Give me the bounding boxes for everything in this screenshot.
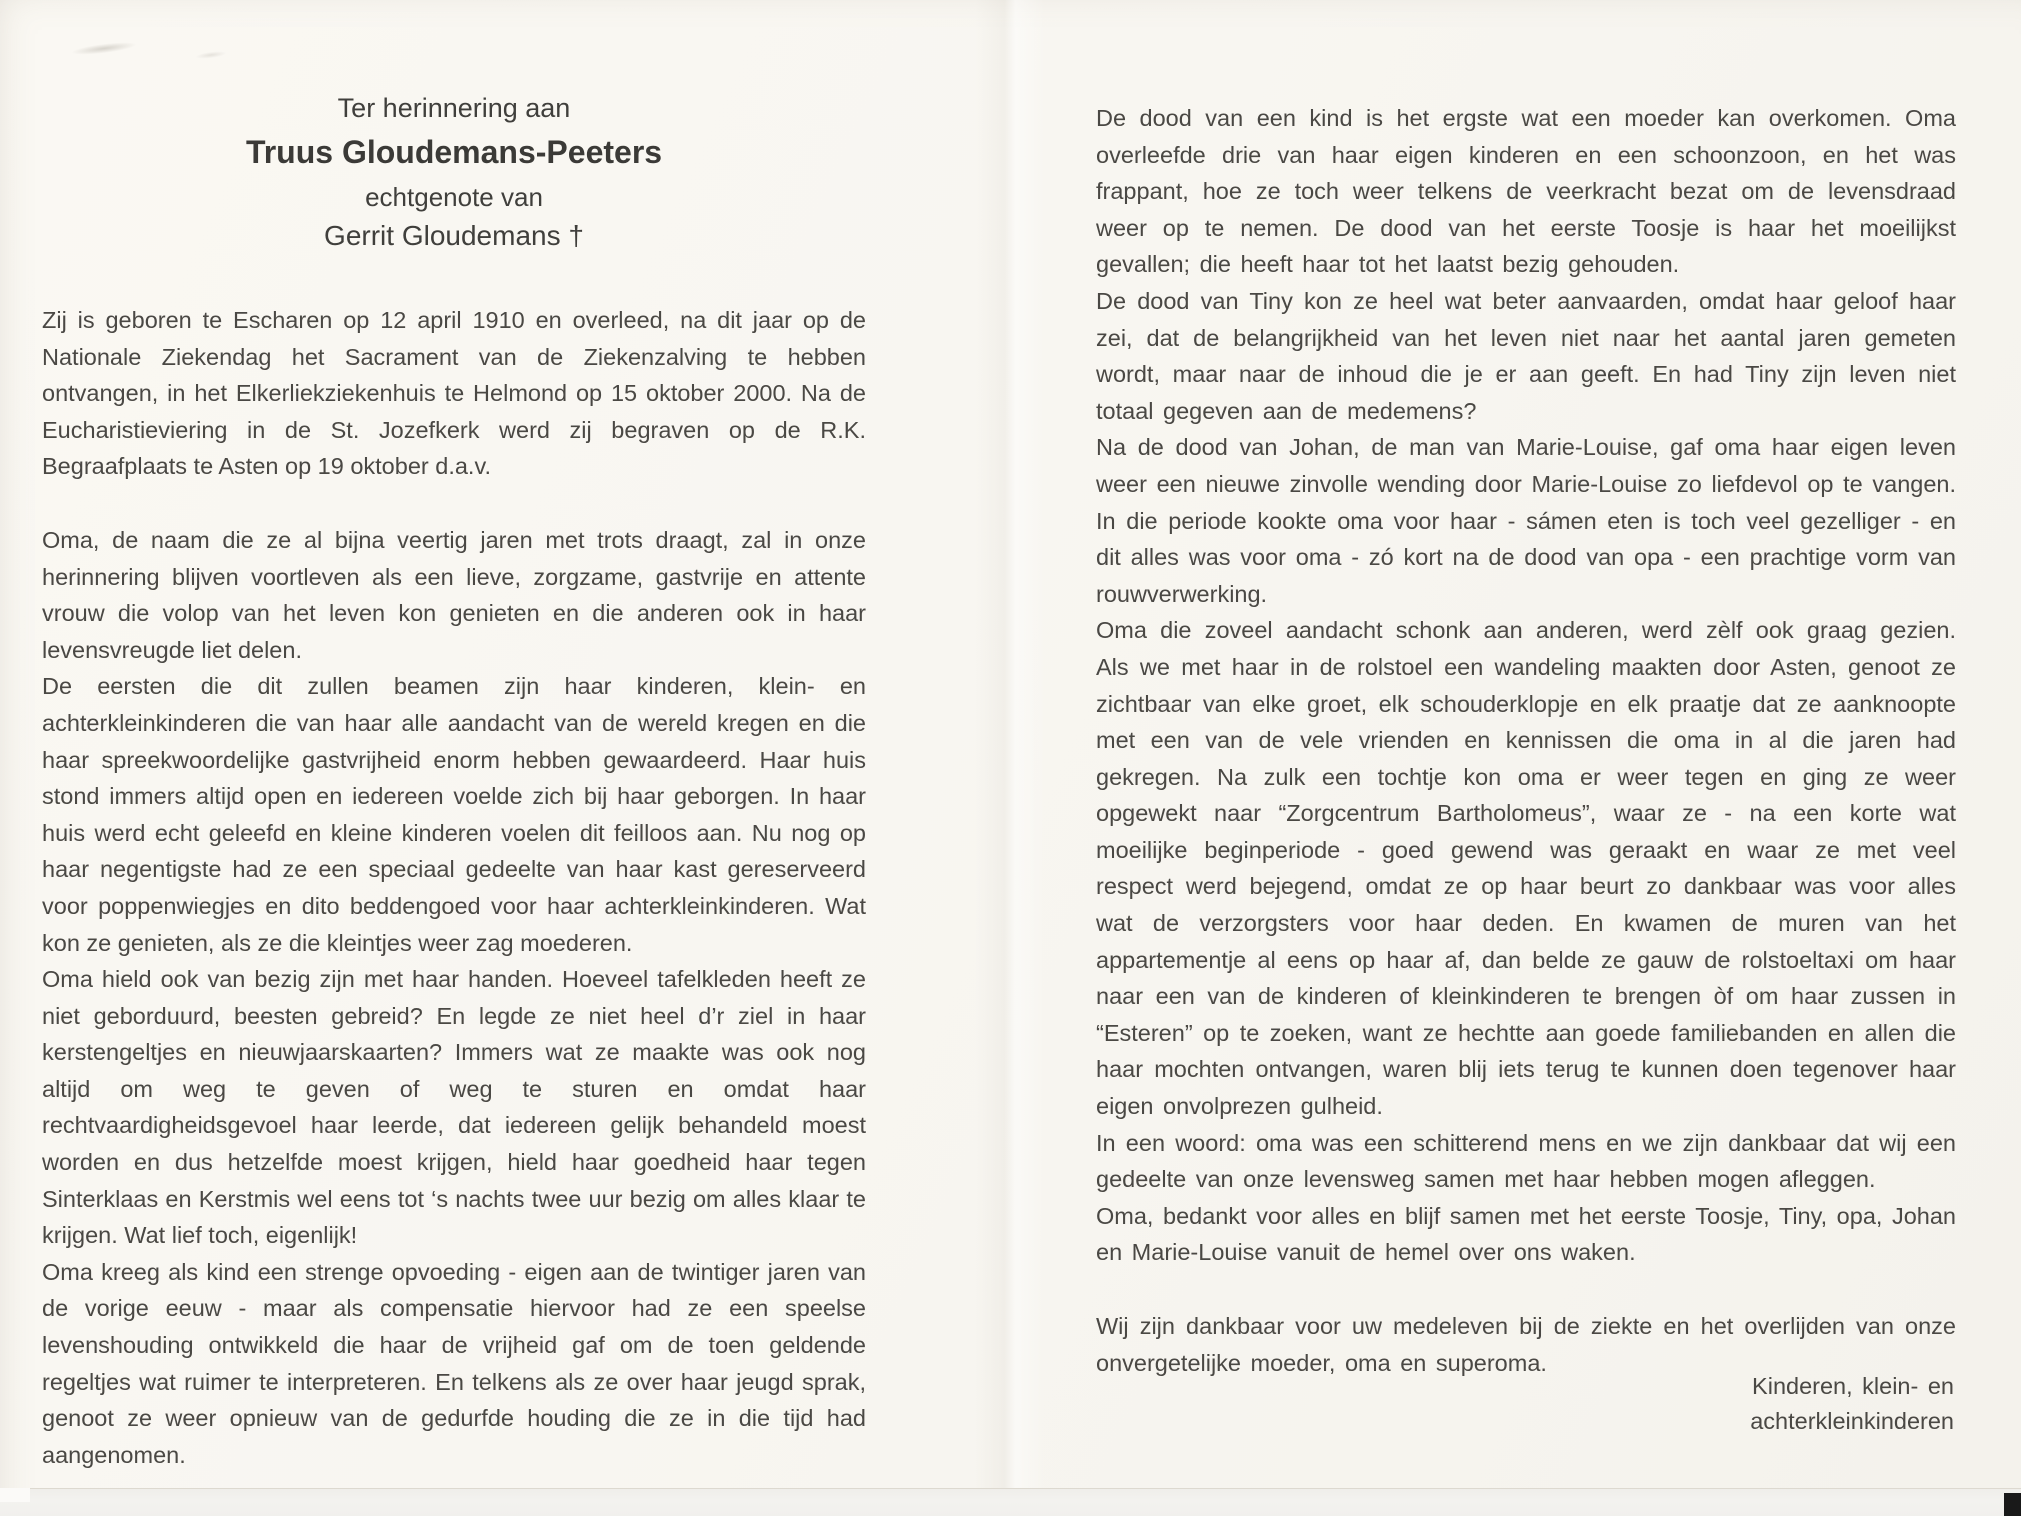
signature-line-2: achterkleinkinderen [1750,1408,1954,1435]
paragraph-care-home: Oma die zoveel aandacht schonk aan anderen, werd zèlf ook graag gezien. Als we met haar in de rolstoel een wandeling maakten door Asten, genoot ze zichtbaar van elke groet, elk schouderklopje en elk praatje dat ze aanknoopte met een van de vele vrienden en kennissen die oma in al die jaren had gekregen. Na zulk een tochtje kon oma er weer tegen en ging ze weer opgewekt naar “Zorgcentrum Bartholomeus”, waar ze - na een korte wat moeilijke beginperiode - goed gewend was geraakt en waar ze met veel respect werd bejegend, omdat ze op haar beurt zo dankbaar was voor alles wat de verzorgsters voor haar deden. En kwamen de muren van het appartementje al eens op haar af, dan belde ze gauw de rolstoeltaxi om haar naar een van de kinderen of kleinkinderen te brengen òf om haar zussen in “Esteren” op te zoeken, want ze hechtte aan goede familiebanden en allen die haar mochten ontvangen, waren blij iets terug te kunnen doen tegenover haar eigen onvolprezen gulheid. [1096,617,1956,1120]
paragraph-birth-death: Zij is geboren te Escharen op 12 april 1910 en overleed, na dit jaar op de Nationale Ziekendag het Sacrament van de Ziekenzalving te hebben ontvangen, in het Elkerliekziekenhuis te Helmond op 15 oktober 2000. Na de Eucharistieviering in de St. Jozefkerk werd zij begraven op de R.K. Begraafplaats te Asten op 19 oktober d.a.v. [42,307,866,480]
scanner-edge-notch [0,1488,30,1502]
scan-corner-mark [2004,1493,2021,1516]
paragraph-upbringing: Oma kreeg als kind een strenge opvoeding - eigen aan de twintiger jaren van de vorige eeuw - maar als compensatie hiervoor had ze een speelse levenshouding ontwikkeld die haar de vrijheid gaf om de toen geldende regeltjes wat ruimer te interpreteren. En telkens als ze over haar jeugd sprak, genoot ze weer opnieuw van de gedurfde houding die ze in die tijd had aangenomen. [42,1258,866,1468]
spouse-name: Gerrit Gloudemans † [324,220,584,251]
memorial-card-left-page [42,90,866,1473]
signature-line-1: Kinderen, klein- en [1752,1373,1954,1400]
paragraph-child-loss: De dood van een kind is het ergste wat een moeder kan overkomen. Oma overleefde drie van haar eigen kinderen en een schoonzoon, en het was frappant, hoe ze toch weer telkens de veerkracht bezat om de levensdraad weer op te nemen. De dood van het eerste Toosje is haar het moeilijkst gevallen; die heeft haar tot het laatst bezig gehouden. [1096,105,1956,278]
header-relation: echtgenote van [365,182,543,212]
paragraph-tribute: In een woord: oma was een schitterend mens en we zijn dankbaar dat wij een gedeelte van onze levensweg samen met haar hebben mogen afleggen. [1096,1129,1956,1193]
header-intro: Ter herinnering aan [337,93,571,123]
paragraph-handwork: Oma hield ook van bezig zijn met haar handen. Hoeveel tafelkleden heeft ze niet geborduurd, beesten gebreid? En legde ze niet heel d’r ziel in haar kerstengeltjes en nieuwjaarskaarten? Immers wat ze maakte was ook nog altijd om weg te geven of weg te sturen en omdat haar rechtvaardigheidsgevoel haar leerde, dat iedereen gelijk behandeld moest worden en dus hetzelfde moest krijgen, hield haar goedheid haar tegen Sinterklaas en Kerstmis wel eens tot ‘s nachts twee uur bezig om alles klaar te krijgen. Wat lief toch, eigenlijk! [42,966,866,1249]
paragraph-johan: Na de dood van Johan, de man van Marie-Louise, gaf oma haar eigen leven weer een nieuwe zinvolle wending door Marie-Louise zo liefdevol op te vangen. In die periode kookte oma voor haar - sámen eten is toch veel gezelliger - en dit alles was voor oma - zó kort na de dood van opa - een prachtige vorm van rouwverwerking. [1096,434,1956,607]
scan-smudge [72,40,137,57]
memorial-card-right-page [1096,100,1956,1439]
paragraph-farewell: Oma, bedankt voor alles en blijf samen met het eerste Toosje, Tiny, opa, Johan en Marie-Louise vanuit de hemel over ons waken. [1096,1202,1956,1266]
paragraph-oma-name: Oma, de naam die ze al bijna veertig jaren met trots draagt, zal in onze herinnering blijven voortleven als een lieve, zorgzame, gastvrije en attente vrouw die volop van het leven kon genieten en die anderen ook in haar levensvreugde liet delen. [42,526,866,663]
deceased-name: Truus Gloudemans-Peeters [245,134,663,170]
scan-smudge [196,50,227,60]
memorial-header [42,90,866,256]
paragraph-family: De eersten die dit zullen beamen zijn haar kinderen, klein- en achterkleinkinderen die van haar alle aandacht van de wereld kregen en die haar spreekwoordelijke gastvrijheid enorm hebben gewaardeerd. Haar huis stond immers altijd open en iedereen voelde zich bij haar geborgen. In haar huis werd echt geleefd en kleine kinderen voelen dit feilloos aan. Nu nog op haar negentigste had ze een speciaal gedeelte van haar kast gereserveerd voor poppenwiegjes en dito beddengoed voor haar achterkleinkinderen. Wat kon ze genieten, als ze die kleintjes weer zag moederen. [42,673,866,956]
card-fold-crease [975,0,1045,1488]
paragraph-tiny: De dood van Tiny kon ze heel wat beter aanvaarden, omdat haar geloof haar zei, dat de belangrijkheid van het leven niet naar het aantal jaren gemeten wordt, maar naar de inhoud die je er aan geeft. En had Tiny zijn leven niet totaal gegeven aan de medemens? [1096,287,1956,424]
scanner-edge [0,1488,2021,1516]
closing-acknowledgement: Wij zijn dankbaar voor uw medeleven bij de ziekte en het overlijden van onze onvergetelijke moeder, oma en superoma. [1096,1313,1956,1376]
